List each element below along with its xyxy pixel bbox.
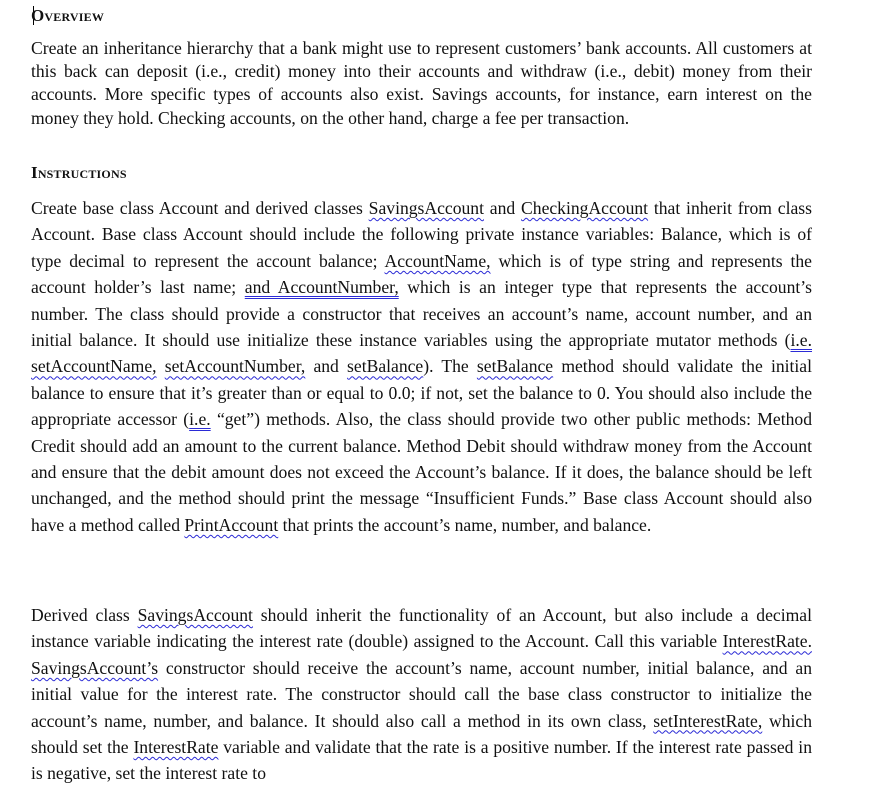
text-run: variable and validate that the rate is a positive number. If the interest rate passed in is negative, set the interest rate to xyxy=(31,737,812,784)
text-run: that inherit from class Account. Base class Account should include the following private instance variables: Balance, which is of type decimal to represent the account balance; xyxy=(31,198,812,271)
spelling-flagged-word[interactable]: SavingsAccount xyxy=(368,198,484,218)
text-run: which is of type string and represents the account holder’s last name; xyxy=(31,250,812,298)
grammar-flagged-phrase[interactable]: and AccountNumber, xyxy=(244,277,399,298)
spelling-flagged-word[interactable]: InterestRate. xyxy=(722,631,812,652)
instructions-paragraph-savings xyxy=(31,602,812,787)
text-run: that prints the account’s name, number, and balance. xyxy=(278,514,652,535)
text-run: and xyxy=(484,198,522,218)
instructions-heading: Instructions xyxy=(31,163,127,182)
text-run: which should set the xyxy=(31,710,812,758)
spelling-flagged-word[interactable]: PrintAccount xyxy=(184,514,279,535)
spelling-flagged-word[interactable]: setBalance xyxy=(476,356,554,377)
text-run: Derived class xyxy=(31,605,138,625)
grammar-flagged-phrase[interactable]: i.e. xyxy=(790,330,812,351)
spelling-flagged-word[interactable]: AccountName, xyxy=(384,250,491,271)
text-run xyxy=(157,356,165,376)
spelling-flagged-word[interactable]: CheckingAccount xyxy=(521,198,649,218)
overview-heading: Overview xyxy=(31,6,105,25)
text-run: method should validate the initial balance to ensure that it’s greater than or equal to 0.0; if not, set the balance to 0. You should also include the appropriate accessor ( xyxy=(31,356,812,430)
overview-paragraph: Create an inheritance hierarchy that a bank might use to represent customers’ bank accounts. All customers at this back can deposit (i.e., credit) money into their accounts and withdraw (i.e., debit) money from their accounts. More specific types of accounts also exist. Savings accounts, for instance, earn interest on the money they hold. Checking accounts, on the other hand, charge a fee per transaction. xyxy=(31,38,812,128)
spelling-flagged-word[interactable]: SavingsAccount’s xyxy=(31,657,159,678)
spelling-flagged-word[interactable]: setBalance xyxy=(347,356,424,377)
text-run: Create base class Account and derived classes xyxy=(31,198,369,218)
spelling-flagged-word[interactable]: setAccountName, xyxy=(31,356,157,377)
spelling-flagged-word[interactable]: setAccountNumber, xyxy=(164,356,306,377)
grammar-flagged-phrase[interactable]: i.e. xyxy=(189,409,211,430)
text-run: constructor should receive the account’s name, account number, initial balance, and an initial value for the interest rate. The constructor should call the base class constructor to initialize the account’s name, number, and balance. It should also call a method in its own class, xyxy=(31,657,812,731)
text-run: “get”) methods. Also, the class should provide two other public methods: Method Credit should add an amount to the current balance. Method Debit should withdraw money from the Account and ensure that the debit amount does not exceed the Account’s balance. If it does, the balance should be left unchanged, and the method should print the message “Insufficient Funds.” Base class Account should also have a method called xyxy=(31,409,812,535)
spelling-flagged-word[interactable]: setInterestRate, xyxy=(653,710,763,731)
text-run: ). The xyxy=(423,356,477,377)
spelling-flagged-word[interactable]: InterestRate xyxy=(133,737,219,758)
spelling-flagged-word[interactable]: SavingsAccount xyxy=(137,605,253,625)
text-run: which is an integer type that represents the account’s number. The class should provide a constructor that receives an account’s name, account number, and an initial balance. It should use initialize these instance variables using the appropriate mutator methods ( xyxy=(31,277,813,351)
instructions-paragraph-account xyxy=(31,195,812,538)
text-run: should inherit the functionality of an Account, but also include a decimal instance variable indicating the interest rate (double) assigned to the Account. Call this variable xyxy=(31,605,812,652)
text-run: and xyxy=(305,356,348,377)
